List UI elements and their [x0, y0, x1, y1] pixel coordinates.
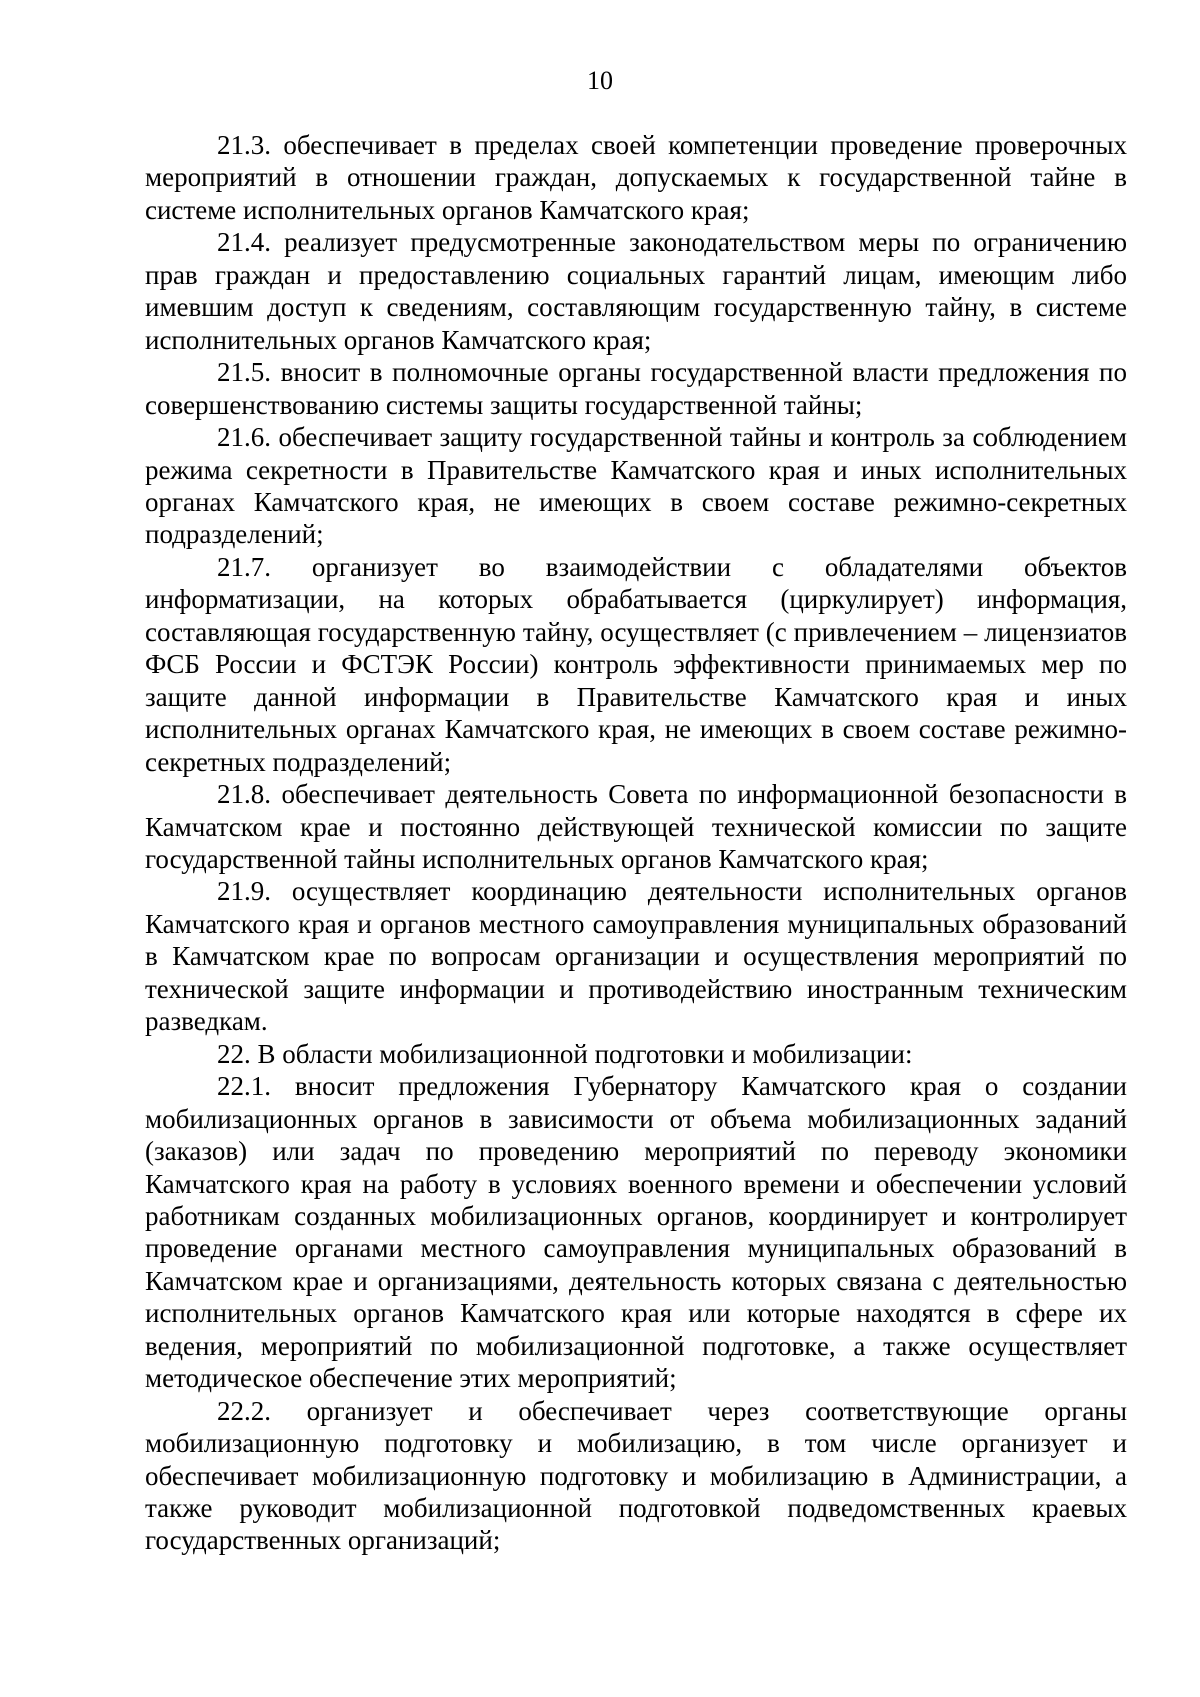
document-body — [145, 129, 1127, 1557]
paragraph-21-5: 21.5. вносит в полномочные органы государственной власти предложения по совершенствованию системы защиты государственной тайны; — [145, 357, 1127, 420]
paragraph-22-1: 22.1. вносит предложения Губернатору Камчатского края о создании мобилизационных органов в зависимости от объема мобилизационных заданий (заказов) или задач по проведению мероприятий по переводу экономики Камчатского края на работу в условиях военного времени и обеспечении условий работникам созданных мобилизационных органов, координирует и контролирует проведение органами местного самоуправления муниципальных образований в Камчатском крае и организациями, деятельность которых связана с деятельностью исполнительных органов Камчатского края или которые находятся в сфере их ведения, мероприятий по мобилизационной подготовке, а также осуществляет методическое обеспечение этих мероприятий; — [145, 1071, 1127, 1394]
paragraph-21-8: 21.8. обеспечивает деятельность Совета по информационной безопасности в Камчатском крае и постоянно действующей технической комиссии по защите государственной тайны исполнительных органов Камчатского края; — [145, 779, 1127, 874]
paragraph-21-7: 21.7. организует во взаимодействии с обладателями объектов информатизации, на которых обрабатывается (циркулирует) информация, составляющая государственную тайну, осуществляет (с привлечением – лицензиатов ФСБ России и ФСТЭК России) контроль эффективности принимаемых мер по защите данной информации в Правительстве Камчатского края и иных исполнительных органах Камчатского края, не имеющих в своем составе режимно-секретных подразделений; — [145, 551, 1127, 777]
section-heading-22: 22. В области мобилизационной подготовки и мобилизации: — [217, 1038, 913, 1069]
paragraph-21-4: 21.4. реализует предусмотренные законодательством меры по ограничению прав граждан и предоставлению социальных гарантий лицам, имеющим либо имевшим доступ к сведениям, составляющим государственную тайну, в системе исполнительных органов Камчатского края; — [145, 227, 1127, 355]
paragraph-21-3: 21.3. обеспечивает в пределах своей компетенции проведение проверочных мероприятий в отношении граждан, допускаемых к государственной тайне в системе исполнительных органов Камчатского края; — [145, 130, 1127, 225]
paragraph-21-6: 21.6. обеспечивает защиту государственной тайны и контроль за соблюдением режима секретности в Правительстве Камчатского края и иных исполнительных органах Камчатского края, не имеющих в своем составе режимно-секретных подразделений; — [145, 422, 1127, 550]
page-number: 10 — [587, 66, 613, 95]
paragraph-22-2: 22.2. организует и обеспечивает через соответствующие органы мобилизационную подготовку и мобилизацию, в том числе организует и обеспечивает мобилизационную подготовку и мобилизацию в Администрации, а также руководит мобилизационной подготовкой подведомственных краевых государственных организаций; — [145, 1395, 1127, 1556]
paragraph-21-9: 21.9. осуществляет координацию деятельности исполнительных органов Камчатского края и органов местного самоуправления муниципальных образований в Камчатском крае по вопросам организации и осуществления мероприятий по технической защите информации и противодействию иностранным техническим разведкам. — [145, 876, 1127, 1037]
